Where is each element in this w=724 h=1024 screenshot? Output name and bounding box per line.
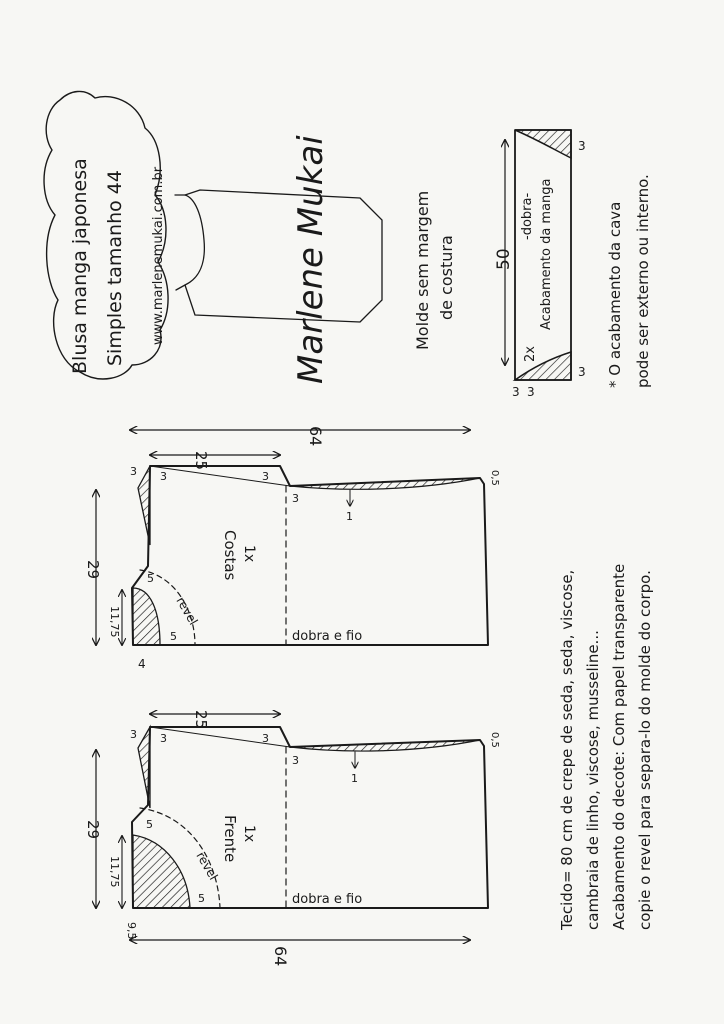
front-piece-name: Frente: [221, 815, 239, 863]
blouse-neck: [175, 195, 185, 290]
front-dart: 1: [351, 772, 358, 785]
back-hip-a: 3: [262, 470, 269, 483]
front-neck-facing: [133, 835, 190, 908]
fabric-note-line1: Tecido= 80 cm de crepe de seda, seda, viscose,: [558, 569, 576, 930]
front-length-label: 64: [271, 946, 290, 967]
back-shoulder-hatch: [138, 466, 150, 545]
back-neck-depth-label: 11,75: [108, 606, 121, 638]
sleeve-band-length: 50: [494, 248, 514, 270]
front-label-5-b: 5: [198, 892, 205, 905]
back-hip-b: 3: [292, 492, 299, 505]
back-half-width-label: 29: [84, 560, 102, 580]
title-block: [44, 91, 168, 379]
signature: Marlene Mukai: [291, 135, 331, 384]
note-no-seam-line2: de costura: [437, 235, 456, 320]
fabric-note-line4: copie o revel para separa-lo do molde do corpo.: [636, 570, 654, 930]
note-sleeve-finish-line2: pode ser externo ou interno.: [634, 174, 652, 388]
sleeve-band-piece: [494, 130, 586, 399]
sleeve-band-end-b: 3: [578, 365, 586, 379]
sleeve-band-end-a: 3: [578, 139, 586, 153]
front-hem-drop: 0,5: [489, 732, 500, 748]
front-hip-b: 3: [292, 754, 299, 767]
front-neck-drop: 9,5: [125, 922, 138, 940]
front-fold: dobra e fio: [292, 892, 363, 907]
back-shoulder-drop-a: 3: [130, 465, 137, 478]
front-half-width-label: 29: [84, 820, 102, 840]
front-shoulder-line: [150, 727, 290, 747]
front-facing-label: revel: [193, 849, 221, 883]
back-label-5-a: 5: [147, 572, 154, 585]
note-no-seam-line1: Molde sem margem: [413, 190, 432, 350]
front-shoulder-drop-b: 3: [160, 732, 167, 745]
fabric-note-line3: Acabamento do decote: Com papel transparente: [610, 563, 628, 930]
front-piece-qty: 1x: [241, 825, 257, 843]
fabric-note-line2: cambraia de linho, viscose, musseline...: [584, 630, 602, 930]
sleeve-band-end-c: 3: [512, 385, 520, 399]
title-line2: Simples tamanho 44: [104, 170, 126, 366]
sleeve-band-qty: 2x: [523, 346, 538, 362]
front-piece: [84, 710, 500, 966]
back-side-hatch: [290, 478, 480, 489]
sleeve-band-label: Acabamento da manga: [539, 178, 554, 330]
fabric-note: [558, 564, 654, 931]
back-label-5-b: 5: [170, 630, 177, 643]
sleeve-band-end-d: 3: [527, 385, 535, 399]
back-piece: [84, 426, 500, 671]
front-shoulder-drop-a: 3: [130, 728, 137, 741]
back-length-label: 64: [306, 426, 325, 447]
back-piece-qty: 1x: [241, 545, 257, 563]
front-label-5-a: 5: [146, 818, 153, 831]
front-width-label: 25: [192, 710, 210, 730]
sleeve-band-fold: -dobra-: [520, 192, 535, 240]
website-text: www.marlenemukai.com.br: [151, 166, 166, 345]
front-shoulder-hatch: [138, 727, 150, 808]
sleeve-band-hatch-top: [515, 130, 571, 158]
back-hem-drop: 0,5: [489, 470, 500, 486]
title-line1: Blusa manga japonesa: [69, 158, 91, 374]
back-neck-facing: [133, 588, 160, 645]
back-width-label: 25: [192, 451, 210, 471]
back-dart: 1: [346, 510, 353, 523]
front-side-hatch: [290, 740, 480, 751]
front-hip-a: 3: [262, 732, 269, 745]
back-fold: dobra e fio: [292, 629, 363, 644]
note-sleeve-finish-line1: * O acabamento da cava: [606, 201, 624, 388]
blouse-body: [185, 190, 382, 322]
back-shoulder-drop-b: 3: [160, 470, 167, 483]
front-neck-depth-label: 11,75: [108, 856, 121, 888]
back-shoulder-line: [150, 466, 290, 486]
back-piece-name: Costas: [221, 530, 239, 581]
back-facing-label: revel: [173, 594, 201, 628]
back-neck-drop: 4: [138, 657, 146, 671]
blouse-sketch: [175, 190, 382, 322]
